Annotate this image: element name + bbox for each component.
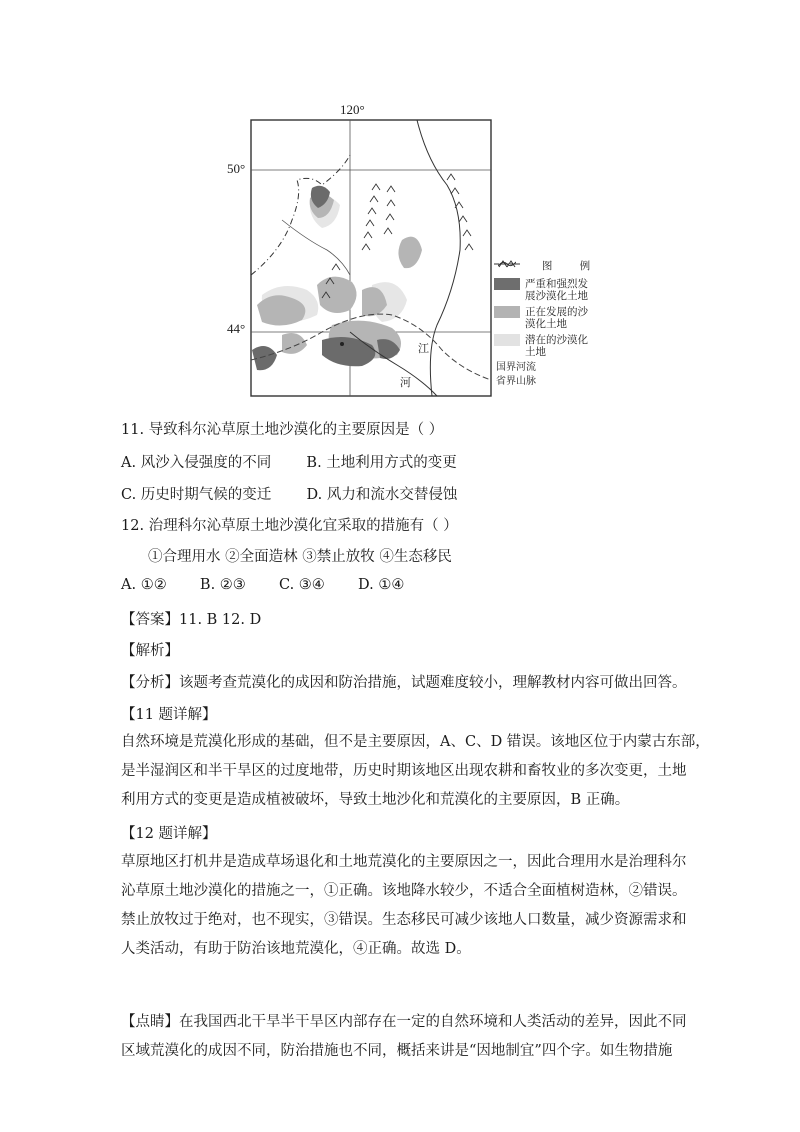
legend-province-label: 省界: [496, 376, 516, 387]
legend-item-potential: [494, 334, 642, 358]
legend-river-label: 河流: [516, 362, 536, 373]
q12-option-a: A. ①②: [121, 577, 167, 593]
legend-swatch-severe: [494, 278, 520, 290]
q11-options-row-2: [121, 483, 457, 504]
lon-label: 120°: [340, 102, 365, 117]
lat-50-label: 50°: [227, 161, 246, 176]
legend-label-developing: 正在发展的沙漠化土地: [525, 306, 588, 330]
q12-stem: 12. 治理科尔沁草原土地沙漠化宜采取的措施有（ ）: [121, 518, 458, 534]
q12-option-b: B. ②③: [199, 577, 246, 593]
lat-44-label: 44°: [227, 321, 246, 336]
dianjing-line-2: 区域荒漠化的成因不同，防治措施也不同，概括来讲是“因地制宜”四个字。如生物措施: [121, 1043, 673, 1059]
legend-title: 图 例: [541, 260, 603, 272]
q11-options-row-1: [121, 451, 457, 472]
legend-label-severe: 严重和强烈发展沙漠化土地: [525, 278, 588, 302]
legend-line-row-1: [494, 362, 642, 374]
q11-option-b: B. 土地利用方式的变更: [306, 455, 457, 471]
detail12-paragraph: [121, 848, 691, 964]
fenxi-line: 【分析】该题考查荒漠化的成因和防治措施，试题难度较小，理解教材内容可做出回答。: [121, 675, 687, 691]
legend-swatch-potential: [494, 334, 520, 346]
detail12-line-1: 草原地区打机井是造成草场退化和土地荒漠化的主要原因之一，因此合理用水是治理科尔: [121, 854, 687, 870]
river-label-jiang: 江: [418, 343, 429, 355]
q11-option-c: C. 历史时期气候的变迁: [121, 487, 272, 503]
q12-option-c: C. ③④: [279, 577, 325, 593]
legend-line-row-2: [494, 376, 642, 388]
detail11-paragraph: [121, 728, 710, 815]
answer-line: 【答案】11. B 12. D: [121, 612, 262, 628]
dianjing-line-1: 【点睛】在我国西北干旱半干旱区内部存在一定的自然环境和人类活动的差异，因此不同: [121, 1014, 687, 1030]
q11-stem: 11. 导致科尔沁草原土地沙漠化的主要原因是（ ）: [121, 422, 444, 438]
analysis-heading: 【解析】: [121, 643, 179, 659]
q12-items: ①合理用水 ②全面造林 ③禁止放牧 ④生态移民: [148, 549, 452, 565]
legend-border-label: 国界: [496, 362, 516, 373]
map-figure: [222, 100, 642, 410]
legend-item-developing: [494, 306, 642, 330]
detail11-line-2: 是半湿润区和半干旱区的过度地带，历史时期该地区出现农耕和畜牧业的多次变更，土地: [121, 763, 687, 779]
legend-item-severe: [494, 278, 642, 302]
detail12-line-4: 人类活动，有助于防治该地荒漠化，④正确。故选 D。: [121, 941, 471, 957]
city-dot: [340, 342, 344, 346]
detail11-line-3: 利用方式的变更是造成植被破坏，导致土地沙化和荒漠化的主要原因，B 正确。: [121, 792, 630, 808]
map-legend: [494, 260, 642, 388]
detail11-heading: 【11 题详解】: [121, 707, 217, 723]
mountain-symbol-icon: [498, 260, 516, 268]
legend-swatch-developing: [494, 306, 520, 318]
q11-option-d: D. 风力和流水交替侵蚀: [306, 487, 458, 503]
legend-mountain-label: 山脉: [516, 376, 536, 387]
detail12-heading: 【12 题详解】: [121, 826, 217, 842]
detail11-line-1: 自然环境是荒漠化形成的基础，但不是主要原因，A、C、D 错误。该地区位于内蒙古东部，: [121, 734, 710, 750]
q12-options-row: [121, 577, 404, 593]
detail12-line-3: 禁止放牧过于绝对，也不现实，③错误。生态移民可减少该地人口数量，减少资源需求和: [121, 912, 687, 928]
q11-option-a: A. 风沙入侵强度的不同: [121, 455, 272, 471]
detail12-line-2: 沁草原土地沙漠化的措施之一，①正确。该地降水较少，不适合全面植树造林，②错误。: [121, 883, 687, 899]
dianjing-paragraph: [121, 1008, 691, 1066]
legend-label-potential: 潜在的沙漠化土地: [525, 334, 588, 358]
q12-option-d: D. ①④: [358, 577, 405, 593]
river-label-he: 河: [400, 377, 411, 389]
